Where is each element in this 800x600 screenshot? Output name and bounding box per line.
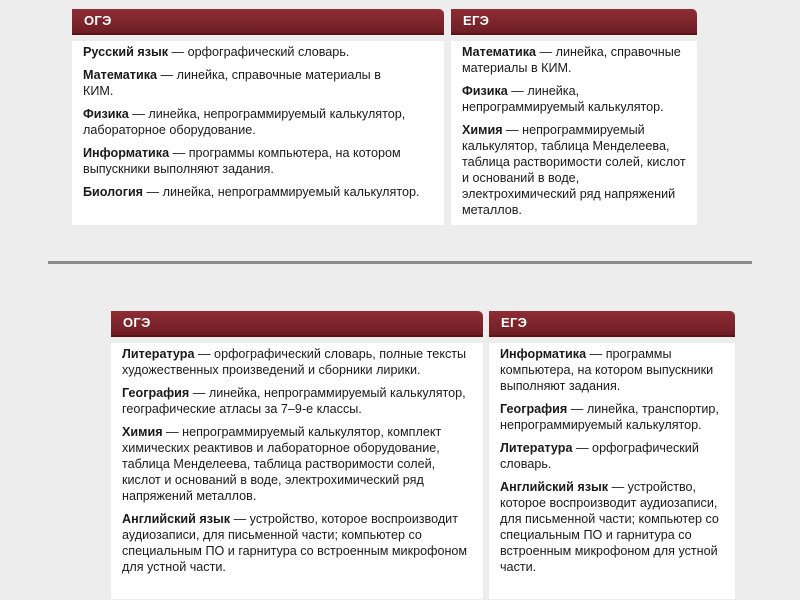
subject-text: — линейка, непрограммируемый калькулятор. bbox=[143, 185, 420, 199]
subject-name: Физика bbox=[462, 84, 508, 98]
top-oge-card bbox=[72, 41, 444, 225]
bottom-ege-header: ЕГЭ bbox=[489, 311, 735, 335]
subject-text: — орфографический словарь, полные тексты художественных произведений и сборники лирики. bbox=[122, 347, 467, 377]
top-oge-header: ОГЭ bbox=[72, 9, 444, 33]
list-item bbox=[500, 346, 725, 394]
subject-name: Математика bbox=[462, 45, 537, 59]
subject-name: Химия bbox=[462, 123, 503, 137]
list-item bbox=[122, 424, 473, 504]
list-item bbox=[83, 106, 434, 138]
subject-text: — устройство, которое воспроизводит аудиозаписи, для письменной части; компьютер со специальным ПО и гарнитура со встроенным микрофоном для устной части. bbox=[122, 512, 468, 574]
top-oge-column bbox=[72, 9, 444, 225]
subject-text: — устройство, которое воспроизводит аудиозаписи, для письменной части; компьютер со специальным ПО и гарнитура со встроенным микрофоном для устной части. bbox=[500, 480, 719, 574]
bottom-ege-card bbox=[489, 343, 735, 599]
subject-name: Биология bbox=[83, 185, 144, 199]
list-item bbox=[462, 83, 687, 115]
subject-text: — линейка, справочные материалы в КИМ. bbox=[83, 68, 381, 98]
subject-name: Английский язык bbox=[122, 512, 231, 526]
subject-text: — непрограммируемый калькулятор, таблица Менделеева, таблица растворимости солей, кислот и оснований в воде, электрохимический ряд напряжений металлов. bbox=[462, 123, 686, 217]
list-item bbox=[500, 401, 725, 433]
list-item bbox=[122, 385, 473, 417]
bottom-oge-card bbox=[111, 343, 483, 599]
bottom-oge-header: ОГЭ bbox=[111, 311, 483, 335]
subject-text: — непрограммируемый калькулятор, комплект химических реактивов и лабораторное оборудование, таблица Менделеева, таблица растворимости солей, кислот и оснований в воде, электрохимический ряд напряжений металлов. bbox=[122, 425, 442, 503]
subject-text: — программы компьютера, на котором выпускники выполняют задания. bbox=[500, 347, 714, 393]
subject-text: — линейка, транспортир, непрограммируемый калькулятор. bbox=[500, 402, 719, 432]
subject-name: Химия bbox=[122, 425, 163, 439]
section-divider bbox=[48, 261, 752, 264]
subject-name: Информатика bbox=[500, 347, 587, 361]
subject-text: — линейка, непрограммируемый калькулятор, географические атласы за 7–9-е классы. bbox=[122, 386, 466, 416]
top-ege-header: ЕГЭ bbox=[451, 9, 697, 33]
list-item bbox=[122, 511, 473, 575]
subject-text: — линейка, непрограммируемый калькулятор. bbox=[462, 84, 664, 114]
subject-text: — программы компьютера, на котором выпускники выполняют задания. bbox=[83, 146, 401, 176]
subject-text: — линейка, непрограммируемый калькулятор, лабораторное оборудование. bbox=[83, 107, 406, 137]
subject-text: — орфографический словарь. bbox=[168, 45, 350, 59]
subject-name: Физика bbox=[83, 107, 129, 121]
list-item bbox=[83, 44, 434, 60]
subject-text: — линейка, справочные материалы в КИМ. bbox=[462, 45, 681, 75]
subject-name: Английский язык bbox=[500, 480, 609, 494]
list-item bbox=[83, 145, 434, 177]
bottom-oge-column bbox=[111, 311, 483, 599]
list-item bbox=[500, 479, 725, 575]
top-ege-card bbox=[451, 41, 697, 225]
subject-text: — орфографический словарь. bbox=[500, 441, 699, 471]
list-item bbox=[462, 44, 687, 76]
subject-name: Литература bbox=[122, 347, 195, 361]
top-ege-column bbox=[451, 9, 697, 225]
list-item bbox=[122, 346, 473, 378]
subject-name: Математика bbox=[83, 68, 158, 82]
list-item bbox=[83, 67, 383, 99]
subject-name: Литература bbox=[500, 441, 573, 455]
subject-name: География bbox=[122, 386, 190, 400]
list-item bbox=[83, 184, 434, 200]
bottom-ege-column bbox=[489, 311, 735, 599]
subject-name: География bbox=[500, 402, 568, 416]
subject-name: Русский язык bbox=[83, 45, 169, 59]
list-item bbox=[500, 440, 725, 472]
list-item bbox=[462, 122, 687, 218]
subject-name: Информатика bbox=[83, 146, 170, 160]
